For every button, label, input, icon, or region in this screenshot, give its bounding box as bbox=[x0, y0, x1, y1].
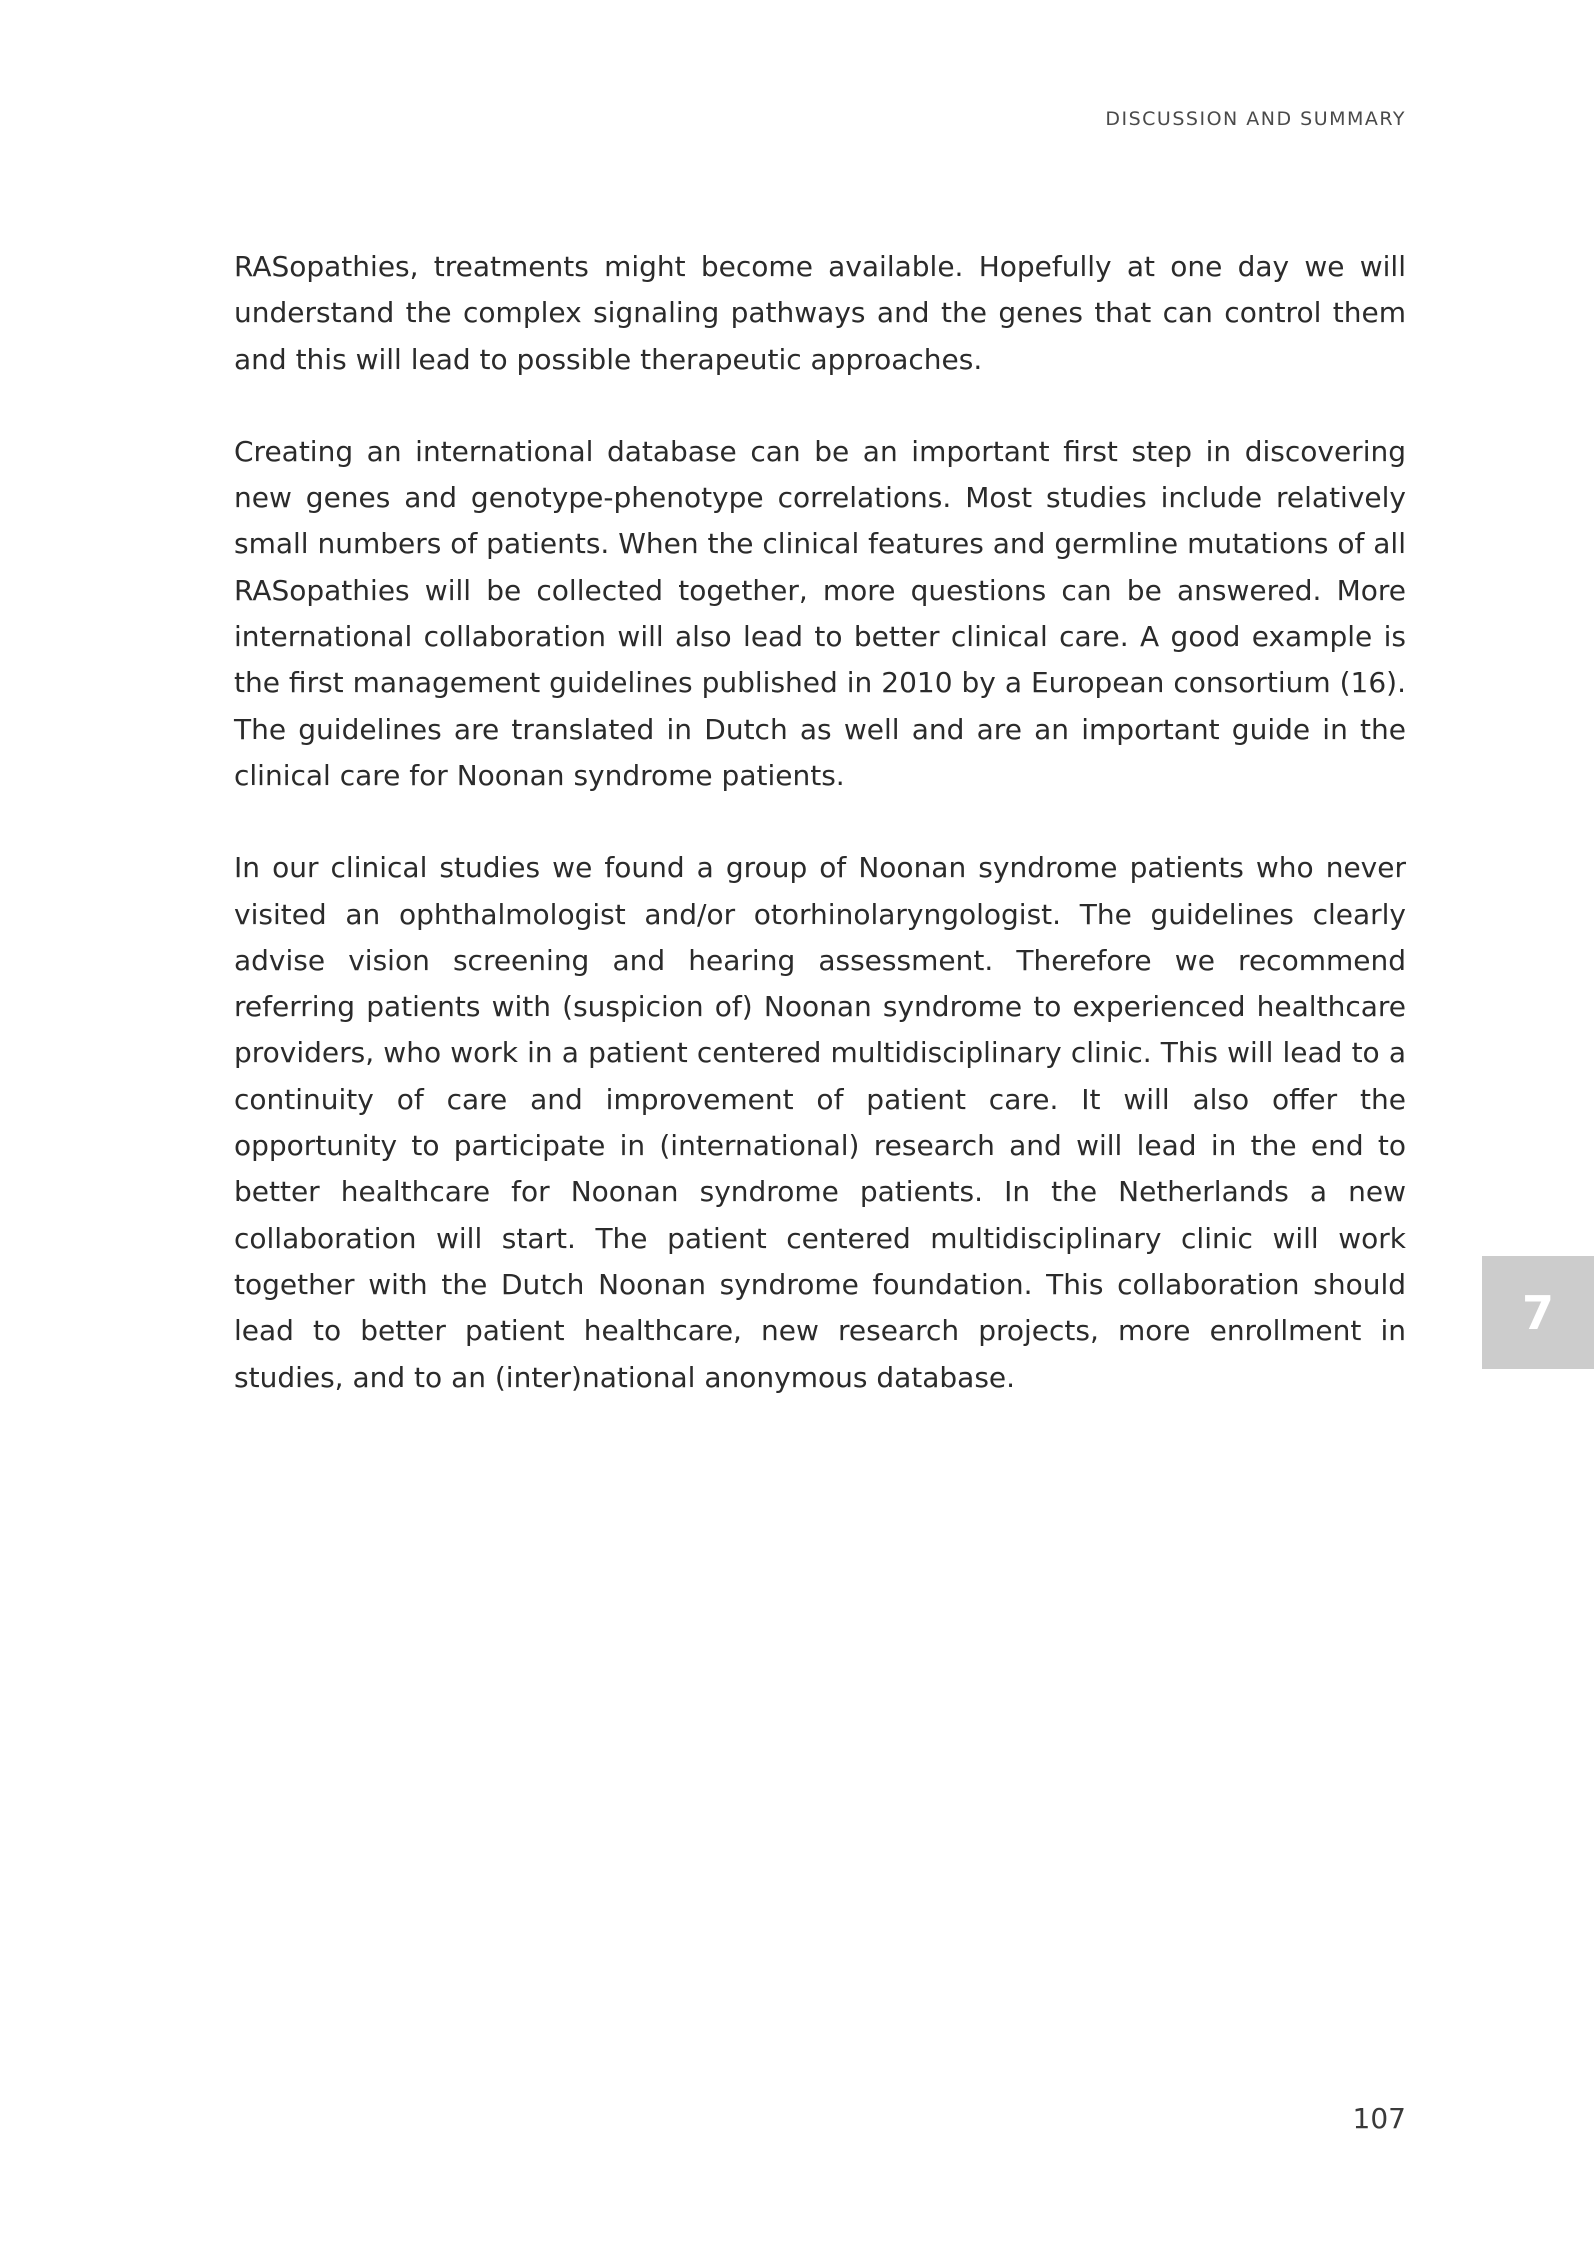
chapter-number: 7 bbox=[1521, 1285, 1554, 1340]
paragraph-3: In our clinical studies we found a group of Noonan syndrome patients who never visited an ophthalmologist and/or otorhinolaryngologist. The guidelines clearly advise vision screening and hearing assessment. Therefore we recommend referring patients with (suspicion of) Noonan syndrome to experienced healthcare providers, who work in a patient centered multidisciplinary clinic. This will lead to a continuity of care and improvement of patient care. It will also offer the opportunity to participate in (international) research and will lead in the end to better healthcare for Noonan syndrome patients. In the Netherlands a new collaboration will start. The patient centered multidisciplinary clinic will work together with the Dutch Noonan syndrome foundation. This collaboration should lead to better patient healthcare, new research projects, more enrollment in studies, and to an (inter)national anonymous database. bbox=[234, 851, 1406, 1394]
paragraph-2: Creating an international database can be an important first step in discovering new genes and genotype-phenotype correlations. Most studies include relatively small numbers of patients. When the clinical features and germline mutations of all RASopathies will be collected together, more questions can be answered. More international collaboration will also lead to better clinical care. A good example is the first management guidelines published in 2010 by a European consortium (16). The guidelines are translated in Dutch as well and are an important guide in the clinical care for Noonan syndrome patients. bbox=[234, 434, 1406, 792]
body-text bbox=[234, 244, 1406, 1447]
chapter-tab bbox=[1482, 1256, 1594, 1369]
paragraph-1: RASopathies, treatments might become available. Hopefully at one day we will understand the complex signaling pathways and the genes that can control them and this will lead to possible therapeutic approaches. bbox=[234, 250, 1406, 376]
page-number: 107 bbox=[1352, 2102, 1406, 2135]
running-header: DISCUSSION AND SUMMARY bbox=[1105, 108, 1406, 130]
